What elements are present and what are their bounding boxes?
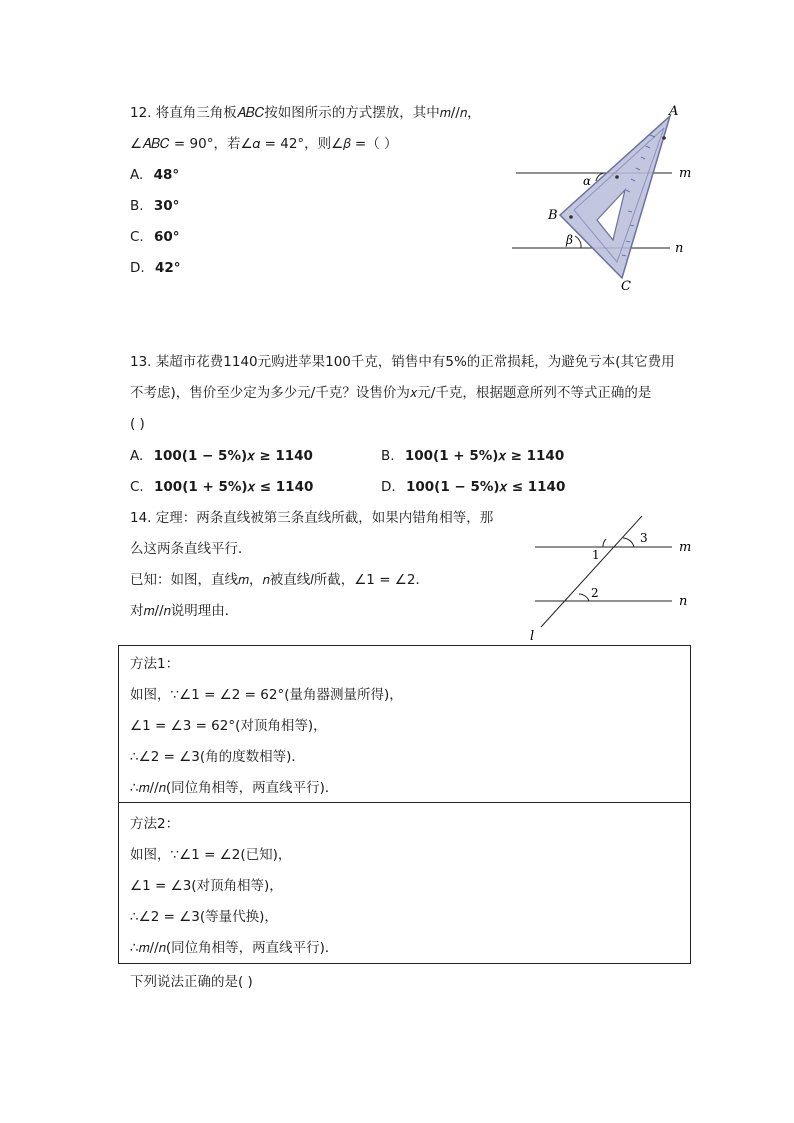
q12-option-a[interactable] [130, 165, 179, 185]
q13-option-a[interactable] [130, 446, 313, 466]
method-1-line: ∴𝑚//𝑛(同位角相等，两直线平行)． [130, 780, 339, 796]
method-1-title: 方法1： [130, 656, 180, 672]
label-beta: β [566, 233, 573, 247]
q14-stem-line1: 14. 定理：两条直线被第三条直线所截，如果内错角相等，那 [130, 510, 494, 526]
ruler-dot [662, 136, 666, 140]
option-letter: D. [130, 260, 145, 276]
method-2-line: ∠1 = ∠3(对顶角相等)， [130, 878, 283, 894]
option-value: 48° [153, 167, 180, 183]
q13-stem-line2: 不考虑)，售价至少定为多少元/千克？设售价为𝑥元/千克，根据题意所列不等式正确的是 [130, 385, 652, 401]
label-a: A [669, 104, 679, 119]
option-letter: D. [381, 479, 396, 495]
option-value: 100(1 + 5%)𝑥 ≥ 1140 [404, 448, 565, 464]
method-2-line: ∴𝑚//𝑛(同位角相等，两直线平行)． [130, 940, 339, 956]
method-2-title: 方法2： [130, 816, 180, 832]
label-alpha: α [583, 174, 592, 188]
q14-stem-line3: 已知：如图，直线𝑚，𝑛被直线𝑙所截，∠1 = ∠2． [130, 572, 429, 588]
q13-stem-line1: 13. 某超市花费1140元购进苹果100千克，销售中有5%的正常损耗，为避免亏本(其它费用 [130, 354, 675, 370]
option-letter: C. [130, 479, 144, 495]
label-n: n [675, 241, 684, 256]
option-value: 100(1 + 5%)𝑥 ≤ 1140 [154, 479, 314, 495]
ruler-dot [569, 215, 573, 219]
label-1: 1 [592, 548, 600, 562]
label-b: B [548, 208, 558, 223]
option-letter: C. [130, 229, 144, 245]
option-letter: A. [130, 448, 144, 464]
q12-option-b[interactable] [130, 196, 179, 216]
label-m: m [679, 540, 692, 555]
label-c: C [621, 279, 631, 294]
q14-transversal-figure [525, 510, 705, 645]
set-square [560, 116, 670, 278]
q14-closing-question: 下列说法正确的是( ) [130, 974, 253, 990]
q13-option-b[interactable] [381, 446, 564, 466]
line-l [541, 516, 642, 627]
q14-stem-line2: 么这两条直线平行． [130, 541, 252, 557]
q12-stem-line2: ∠𝐴𝐵𝐶 = 90°，若∠𝛼 = 42°，则∠𝛽 =（ ） [130, 136, 398, 152]
option-value: 60° [154, 229, 180, 245]
q14-stem-line4: 对𝑚//𝑛说明理由． [130, 603, 239, 619]
option-value: 30° [153, 198, 180, 214]
q12-stem-line1: 12. 将直角三角板𝐴𝐵𝐶按如图所示的方式摆放，其中𝑚//𝑛， [130, 105, 481, 121]
label-2: 2 [591, 586, 599, 600]
option-letter: A. [130, 167, 144, 183]
label-m: m [679, 166, 692, 181]
label-n: n [679, 594, 688, 609]
label-l: l [530, 629, 535, 644]
q12-option-c[interactable] [130, 227, 180, 247]
option-letter: B. [381, 448, 395, 464]
beta-arc [575, 236, 581, 248]
option-letter: B. [130, 198, 144, 214]
label-3: 3 [640, 531, 648, 545]
q13-option-c[interactable] [130, 477, 313, 497]
method-2-line: ∴∠2 = ∠3(等量代换)， [130, 909, 278, 925]
angle-1-arc [603, 539, 606, 547]
q13-option-d[interactable] [381, 477, 565, 497]
method-2-line: 如图，∵∠1 = ∠2(已知)， [130, 847, 292, 863]
angle-2-arc [579, 594, 589, 601]
method-1-line: ∴∠2 = ∠3(角的度数相等)． [130, 749, 305, 765]
ruler-dot [615, 175, 619, 179]
option-value: 100(1 − 5%)𝑥 ≥ 1140 [153, 448, 313, 464]
method-1-line: 如图，∵∠1 = ∠2 = 62°(量角器测量所得)， [130, 687, 403, 703]
q13-stem-line3: ( ) [130, 416, 145, 432]
method-1-line: ∠1 = ∠3 = 62°(对顶角相等)， [130, 718, 327, 734]
q12-option-d[interactable] [130, 258, 181, 278]
q12-set-square-figure [505, 98, 705, 298]
angle-3-arc [623, 538, 634, 547]
option-value: 100(1 − 5%)𝑥 ≤ 1140 [405, 479, 566, 495]
option-value: 42° [154, 260, 181, 276]
